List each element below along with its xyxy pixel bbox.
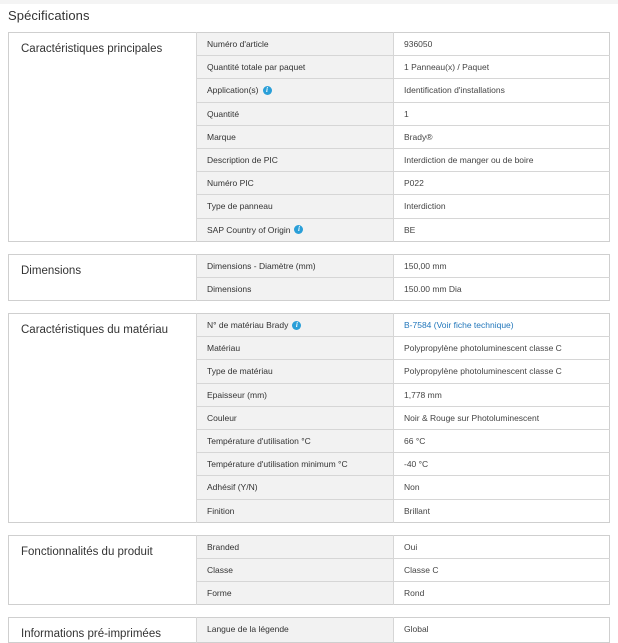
spec-attribute-label	[197, 102, 394, 125]
value-text: Polypropylène photoluminescent classe C	[404, 343, 562, 354]
spec-group-label: Caractéristiques du matériau	[9, 314, 197, 523]
value-text: P022	[404, 178, 424, 189]
spec-group-label: Caractéristiques principales	[9, 33, 197, 242]
spec-attribute-label-text	[207, 39, 269, 49]
label-text: N° de matériau Brady	[207, 320, 289, 331]
value-text: 1 Panneau(x) / Paquet	[404, 62, 490, 73]
spec-attribute-value	[394, 383, 610, 406]
spec-row	[9, 535, 610, 558]
spec-attribute-label-text	[207, 132, 236, 142]
spec-attribute-label	[197, 535, 394, 558]
spec-row	[9, 314, 610, 337]
label-text: Numéro d'article	[207, 39, 269, 49]
spec-attribute-label	[197, 56, 394, 79]
label-text: Branded	[207, 541, 240, 552]
label-text: Langue de la légende	[207, 624, 289, 635]
spec-attribute-label	[197, 406, 394, 429]
label-text: Quantité totale par paquet	[207, 62, 306, 73]
label-text: Couleur	[207, 412, 237, 423]
spec-attribute-value	[394, 56, 610, 79]
label-text: Quantité	[207, 108, 240, 119]
spec-attribute-label-text	[207, 366, 273, 376]
value-text: 66 °C	[404, 436, 426, 446]
label-text: Dimensions - Diamètre (mm)	[207, 260, 316, 271]
spec-group	[8, 254, 610, 301]
spec-group	[8, 535, 610, 606]
spec-attribute-label	[197, 476, 394, 499]
spec-group-label: Fonctionnalités du produit	[9, 535, 197, 605]
spec-attribute-label	[197, 254, 394, 277]
spec-attribute-label	[197, 172, 394, 195]
spec-attribute-label-text	[207, 343, 240, 353]
spec-attribute-label-text	[207, 284, 251, 294]
spec-attribute-label	[197, 618, 394, 643]
spec-attribute-value	[394, 535, 610, 558]
spec-attribute-label	[197, 430, 394, 453]
spec-attribute-label-text	[207, 178, 254, 188]
spec-attribute-label-text	[207, 436, 311, 446]
spec-attribute-value	[394, 499, 610, 522]
value-text: Noir & Rouge sur Photoluminescent	[404, 412, 540, 423]
spec-attribute-value	[394, 125, 610, 148]
spec-attribute-label	[197, 125, 394, 148]
spec-group-label: Informations pré-imprimées	[9, 618, 197, 643]
spec-attribute-value	[394, 582, 610, 605]
spec-attribute-label-text	[207, 261, 316, 271]
spec-attribute-value	[394, 360, 610, 383]
spec-attribute-label-text	[207, 506, 234, 516]
spec-attribute-label-text	[207, 482, 258, 492]
label-text: Epaisseur (mm)	[207, 389, 267, 400]
spec-attribute-value	[394, 476, 610, 499]
spec-attribute-label	[197, 499, 394, 522]
value-text: 150.00 mm Dia	[404, 283, 462, 294]
spec-attribute-label-text	[207, 624, 289, 634]
label-text: Matériau	[207, 343, 241, 354]
value-text: Interdiction de manger ou de boire	[404, 154, 534, 165]
spec-attribute-value	[394, 148, 610, 171]
value-text: Classe C	[404, 564, 439, 575]
value-text: Identification d'installations	[404, 85, 505, 96]
info-icon[interactable]	[294, 225, 303, 234]
label-text: Finition	[207, 505, 235, 516]
spec-attribute-label	[197, 582, 394, 605]
label-text: Forme	[207, 588, 232, 599]
label-text: Description de PIC	[207, 154, 278, 165]
spec-attribute-label	[197, 314, 394, 337]
top-strip	[0, 0, 618, 4]
page-title: Spécifications	[8, 8, 90, 23]
spec-group	[8, 313, 610, 523]
label-text: Type de panneau	[207, 201, 273, 212]
label-text: Marque	[207, 131, 236, 142]
value-text: Non	[404, 482, 420, 493]
value-text: Global	[404, 624, 429, 635]
spec-attribute-label-text	[207, 320, 301, 330]
value-text: 1	[404, 108, 409, 119]
label-text: Type de matériau	[207, 366, 273, 377]
spec-attribute-value	[394, 277, 610, 300]
value-text: Rond	[404, 588, 425, 599]
value-text: 936050	[404, 39, 433, 49]
spec-attribute-label-text	[207, 85, 272, 95]
label-text: Dimensions	[207, 283, 252, 294]
spec-attribute-label-text	[207, 459, 348, 469]
spec-attribute-label	[197, 195, 394, 218]
spec-attribute-label-text	[207, 565, 233, 575]
spec-attribute-value	[394, 172, 610, 195]
spec-attribute-label	[197, 383, 394, 406]
info-icon[interactable]	[263, 86, 272, 95]
material-datasheet-link[interactable]: B-7584 (Voir fiche technique)	[404, 320, 514, 331]
spec-group	[8, 617, 610, 643]
spec-attribute-label	[197, 79, 394, 102]
spec-attribute-label	[197, 33, 394, 56]
value-text: Oui	[404, 541, 418, 552]
spec-attribute-value	[394, 558, 610, 581]
specification-groups	[0, 32, 618, 643]
spec-attribute-value	[394, 254, 610, 277]
spec-attribute-value[interactable]	[394, 314, 610, 337]
spec-attribute-value	[394, 430, 610, 453]
value-text: Brady®	[404, 131, 433, 142]
spec-row	[9, 33, 610, 56]
spec-attribute-label	[197, 558, 394, 581]
spec-attribute-label	[197, 218, 394, 241]
label-text: Température d'utilisation minimum °C	[207, 459, 348, 470]
value-text: Polypropylène photoluminescent classe C	[404, 366, 562, 377]
spec-attribute-label-text	[207, 201, 273, 211]
spec-row	[9, 618, 610, 643]
spec-attribute-label-text	[207, 155, 278, 165]
label-text: Numéro PIC	[207, 178, 254, 189]
spec-attribute-label-text	[207, 542, 239, 552]
spec-group	[8, 32, 610, 242]
spec-attribute-value	[394, 337, 610, 360]
spec-attribute-label	[197, 337, 394, 360]
spec-row	[9, 254, 610, 277]
spec-attribute-label	[197, 277, 394, 300]
value-text: 1,778 mm	[404, 389, 442, 400]
spec-attribute-label	[197, 453, 394, 476]
label-text: Classe	[207, 564, 233, 575]
spec-attribute-label-text	[207, 109, 239, 119]
value-text: Interdiction	[404, 201, 446, 212]
value-text: -40 °C	[404, 459, 429, 470]
spec-attribute-label-text	[207, 413, 237, 423]
info-icon[interactable]	[292, 321, 301, 330]
spec-attribute-value	[394, 33, 610, 56]
spec-attribute-value	[394, 79, 610, 102]
spec-attribute-label-text	[207, 390, 267, 400]
spec-attribute-value	[394, 218, 610, 241]
spec-attribute-value	[394, 406, 610, 429]
value-text: Brillant	[404, 505, 430, 516]
value-text: BE	[404, 224, 416, 235]
spec-attribute-label	[197, 360, 394, 383]
spec-attribute-label-text	[207, 225, 303, 235]
spec-attribute-label	[197, 148, 394, 171]
spec-attribute-value	[394, 102, 610, 125]
value-text: 150,00 mm	[404, 260, 447, 271]
spec-group-label: Dimensions	[9, 254, 197, 300]
spec-attribute-label-text	[207, 62, 305, 72]
label-text: Adhésif (Y/N)	[207, 482, 258, 493]
spec-attribute-value	[394, 195, 610, 218]
spec-attribute-value	[394, 453, 610, 476]
spec-attribute-value	[394, 618, 610, 643]
label-text: SAP Country of Origin	[207, 224, 291, 235]
spec-attribute-label-text	[207, 588, 232, 598]
label-text: Température d'utilisation °C	[207, 436, 311, 446]
label-text: Application(s)	[207, 85, 259, 96]
